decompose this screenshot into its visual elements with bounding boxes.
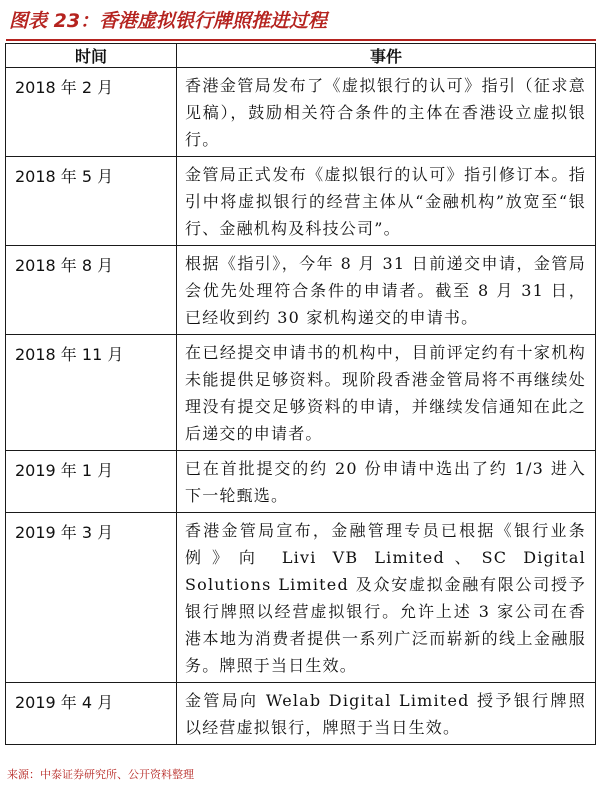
table-row [6, 335, 596, 451]
row-date: 2018 年 2 月 [6, 68, 177, 157]
header-event: 事件 [177, 44, 596, 68]
table-row [6, 683, 596, 745]
row-date: 2019 年 1 月 [6, 451, 177, 513]
row-event: 根据《指引》，今年 8 月 31 日前递交申请，金管局会优先处理符合条件的申请者。截至 8 月 31 日，已经收到约 30 家机构递交的申请书。 [177, 246, 596, 335]
row-event: 在已经提交申请书的机构中，目前评定约有十家机构未能提供足够资料。现阶段香港金管局将不再继续处理没有提交足够资料的申请，并继续发信通知在此之后递交的申请者。 [177, 335, 596, 451]
row-event: 金管局向 Welab Digital Limited 授予银行牌照以经营虚拟银行，牌照于当日生效。 [177, 683, 596, 745]
table-header-row [6, 44, 596, 68]
row-date: 2019 年 3 月 [6, 513, 177, 683]
row-date: 2018 年 11 月 [6, 335, 177, 451]
source-note: 来源：中泰证券研究所、公开资料整理 [7, 768, 194, 781]
header-time: 时间 [6, 44, 177, 68]
table-row [6, 513, 596, 683]
table-row [6, 451, 596, 513]
row-date: 2018 年 5 月 [6, 157, 177, 246]
row-event: 已在首批提交的约 20 份申请中选出了约 1/3 进入下一轮甄选。 [177, 451, 596, 513]
timeline-table [5, 43, 596, 745]
figure-title: 图表 23：香港虚拟银行牌照推进过程 [9, 10, 328, 32]
row-date: 2018 年 8 月 [6, 246, 177, 335]
table-row [6, 157, 596, 246]
row-date: 2019 年 4 月 [6, 683, 177, 745]
table-row [6, 246, 596, 335]
row-event: 香港金管局发布了《虚拟银行的认可》指引（征求意见稿），鼓励相关符合条件的主体在香港设立虚拟银行。 [177, 68, 596, 157]
row-event: 香港金管局宣布，金融管理专员已根据《银行业条例》向 Livi VB Limited、SC Digital Solutions Limited 及众安虚拟金融有限公司授予银行牌照以经营虚拟银行。允许上述 3 家公司在香港本地为消费者提供一系列广泛而崭新的线上金融服务。牌照于当日生效。 [177, 513, 596, 683]
title-divider [6, 39, 596, 41]
row-event: 金管局正式发布《虚拟银行的认可》指引修订本。指引中将虚拟银行的经营主体从“金融机构”放宽至“银行、金融机构及科技公司”。 [177, 157, 596, 246]
table-row [6, 68, 596, 157]
